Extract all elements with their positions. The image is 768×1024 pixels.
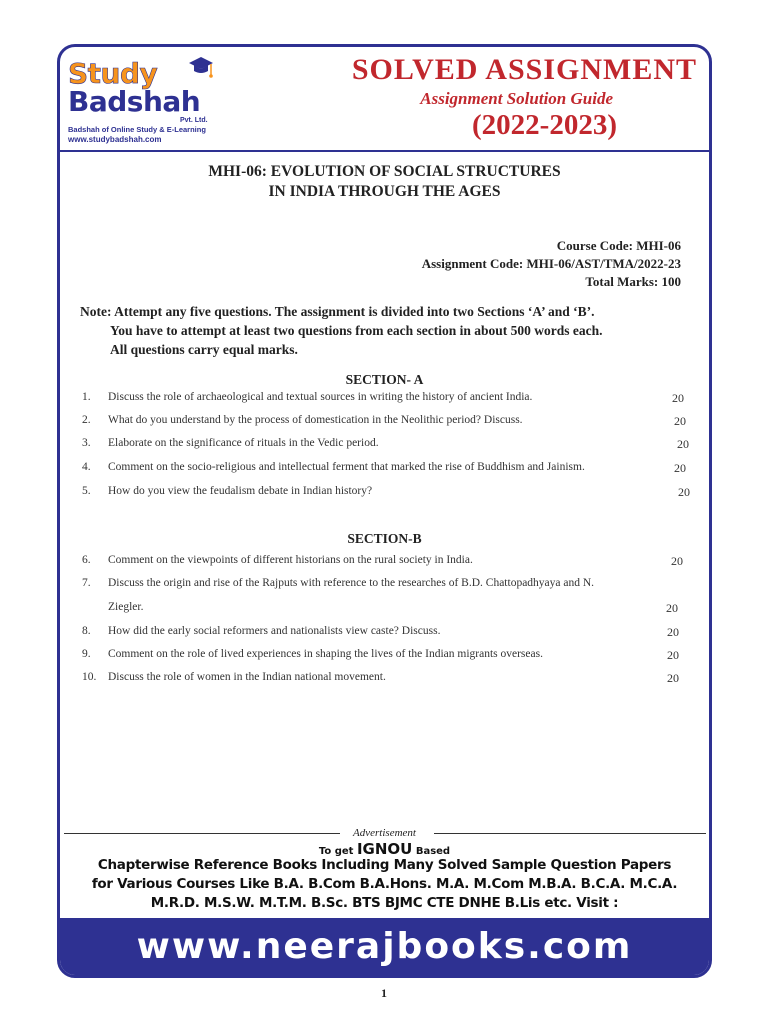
- question-item: 2. What do you understand by the process of domestication in the Neolithic period? Discuss.: [82, 414, 523, 426]
- question-marks: 20: [674, 461, 686, 475]
- solved-assignment-title: SOLVED ASSIGNMENT: [351, 53, 697, 86]
- question-marks: 20: [666, 601, 678, 615]
- question-item: 4. Comment on the socio-religious and intellectual ferment that marked the rise of Buddhism and Jainism.: [82, 461, 585, 473]
- neerajbooks-url-link[interactable]: www.neerajbooks.com: [136, 926, 633, 967]
- instructions-note: [80, 302, 602, 359]
- section-a-heading: SECTION- A: [345, 372, 424, 387]
- question-marks: 20: [667, 671, 679, 685]
- question-item: 3. Elaborate on the significance of rituals in the Vedic period.: [82, 437, 379, 449]
- note-line-1: Note: Attempt any five questions. The assignment is divided into two Sections ‘A’ and ‘B’.: [80, 304, 595, 319]
- assignment-code: Assignment Code: MHI-06/AST/TMA/2022-23: [421, 256, 681, 271]
- course-codes-block: [422, 237, 681, 291]
- logo-pvt-ltd: Pvt. Ltd.: [180, 117, 208, 124]
- advertisement-label: Advertisement: [349, 827, 420, 839]
- note-line-2: You have to attempt at least two questions from each section in about 500 words each.: [110, 323, 603, 338]
- question-item-continued: Ziegler.: [108, 601, 144, 613]
- page-number: 1: [381, 986, 387, 1000]
- question-item: 7. Discuss the origin and rise of the Rajputs with reference to the researches of B.D. Chattopadhyaya and N.: [82, 577, 595, 589]
- question-marks: 20: [678, 485, 690, 499]
- question-marks: 20: [667, 648, 679, 662]
- question-item: 1. Discuss the role of archaeological and textual sources in writing the history of ancient India.: [82, 391, 533, 403]
- study-badshah-logo: [68, 55, 238, 145]
- question-marks: 20: [667, 625, 679, 639]
- assignment-guide-subtitle: Assignment Solution Guide: [420, 89, 613, 108]
- logo-study-text: Study: [68, 57, 158, 90]
- logo-tagline: Badshah of Online Study & E-Learning: [68, 125, 206, 134]
- course-code: Course Code: MHI-06: [556, 238, 681, 253]
- session-year: (2022-2023): [472, 109, 617, 141]
- total-marks: Total Marks: 100: [585, 274, 681, 289]
- logo-badshah-text: Badshah: [68, 85, 201, 118]
- question-item: 5. How do you view the feudalism debate in Indian history?: [82, 485, 373, 497]
- question-marks: 20: [672, 391, 684, 405]
- advertisement-line-2: Chapterwise Reference Books Including Many Solved Sample Question Papers: [97, 857, 672, 873]
- course-title-line2: IN INDIA THROUGH THE AGES: [268, 183, 501, 200]
- advertisement-line-3: for Various Courses Like B.A. B.Com B.A.Hons. M.A. M.Com M.B.A. B.C.A. M.C.A.: [91, 876, 678, 892]
- question-marks: 20: [677, 437, 689, 451]
- question-marks: 20: [671, 554, 683, 568]
- advertisement-line-4: M.R.D. M.S.W. M.T.M. B.Sc. BTS BJMC CTE DNHE B.Lis etc. Visit :: [150, 895, 619, 911]
- question-item: 10. Discuss the role of women in the Indian national movement.: [82, 671, 386, 683]
- header: [60, 47, 709, 152]
- question-marks: 20: [674, 414, 686, 428]
- question-item: 6. Comment on the viewpoints of different historians on the rural society in India.: [82, 554, 473, 566]
- logo-url: www.studybadshah.com: [68, 135, 162, 144]
- question-item: 9. Comment on the role of lived experiences in shaping the lives of the Indian migrants overseas.: [82, 648, 543, 660]
- advertisement-line-1: To get IGNOU Based: [318, 840, 451, 858]
- note-line-3: All questions carry equal marks.: [110, 342, 298, 357]
- page-frame: [57, 44, 712, 978]
- advertisement-divider: [60, 827, 709, 841]
- course-title-line1: MHI-06: EVOLUTION OF SOCIAL STRUCTURES: [208, 163, 561, 180]
- question-item: 8. How did the early social reformers and nationalists view caste? Discuss.: [82, 625, 441, 637]
- ignou-brand: IGNOU: [356, 840, 413, 858]
- neerajbooks-banner[interactable]: [60, 918, 709, 975]
- section-b-heading: SECTION-B: [347, 531, 422, 546]
